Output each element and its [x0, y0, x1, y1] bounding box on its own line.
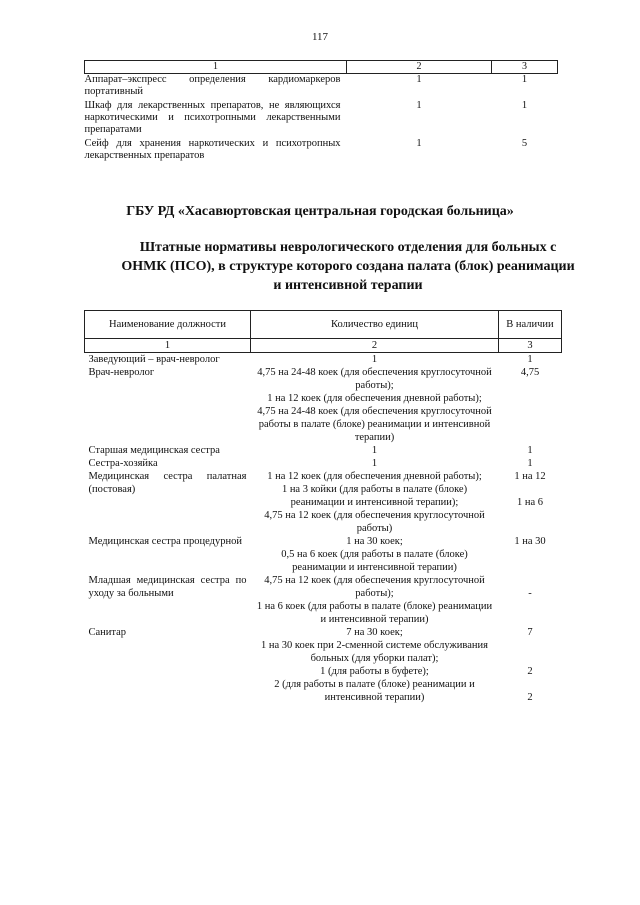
quantity-text: 7 на 30 коек; — [346, 627, 403, 638]
equipment-name: Аппарат–экспресс определения кардиомаркеров портативный — [84, 74, 341, 97]
available-value: 2 — [527, 692, 533, 703]
table-row — [85, 353, 562, 367]
quantity-text: 4,75 на 24-48 коек (для обеспечения круглосуточной работы); — [257, 367, 492, 391]
available-value: 1 — [527, 354, 533, 365]
equipment-col3: 1 — [521, 74, 528, 85]
page-number: 117 — [311, 31, 329, 43]
quantity-text: 1 на 3 койки (для работы в палате (блоке) реанимации и интенсивной терапии); — [281, 484, 468, 508]
header-quantity: Количество единиц — [251, 311, 499, 339]
equipment-header-2: 2 — [347, 61, 492, 74]
header-position: Наименование должности — [85, 311, 251, 339]
available-value: 1 — [527, 458, 533, 469]
equipment-header-1: 1 — [85, 61, 347, 74]
available-value: 1 на 30 — [514, 536, 546, 547]
quantity-text: 0,5 на 6 коек (для работы в палате (блоке) реанимации и интенсивной терапии) — [281, 549, 468, 573]
quantity-text: 1 на 12 коек (для обеспечения дневной работы); — [267, 471, 482, 482]
quantity-text: 4,75 на 24-48 коек (для обеспечения круглосуточной работы в палате (блоке) реанимации и интенсивной терапии) — [257, 406, 492, 443]
quantity-text: 4,75 на 12 коек (для обеспечения круглосуточной работы); — [264, 575, 485, 599]
column-number-2: 2 — [251, 339, 499, 353]
table-row — [85, 574, 562, 626]
table-row — [85, 74, 558, 101]
equipment-name: Шкаф для лекарственных препаратов, не являющихся наркотическими и психотропными лекарственными препаратами — [84, 100, 341, 135]
quantity-text: 1 на 30 коек; — [346, 536, 403, 547]
equipment-col2: 1 — [416, 74, 422, 85]
column-number-3: 3 — [499, 339, 562, 353]
table-row — [85, 626, 562, 704]
position-name: Медицинская сестра палатная (постовая) — [88, 471, 247, 495]
position-name: Медицинская сестра процедурной — [88, 536, 242, 547]
quantity-text: 2 (для работы в палате (блоке) реанимации и интенсивной терапии) — [274, 679, 475, 703]
position-name: Санитар — [88, 627, 127, 638]
staff-table — [84, 310, 562, 704]
quantity-text: 1 — [371, 458, 378, 469]
equipment-col2: 1 — [416, 100, 422, 111]
quantity-text: 1 на 30 коек при 2-сменной системе обслуживания больных (для уборки палат); — [261, 640, 488, 664]
quantity-text: 1 — [371, 445, 378, 456]
equipment-col3: 1 — [521, 100, 528, 111]
quantity-text: 1 на 6 коек (для работы в палате (блоке) реанимации и интенсивной терапии) — [256, 601, 493, 625]
table-row — [85, 457, 562, 470]
position-name: Младшая медицинская сестра по уходу за больными — [88, 575, 247, 599]
table-row — [85, 470, 562, 535]
quantity-text: 4,75 на 12 коек (для обеспечения круглосуточной работы) — [264, 510, 485, 534]
organization-title: ГБУ РД «Хасавюртовская центральная городская больница» — [126, 204, 514, 219]
table-row — [85, 535, 562, 574]
quantity-text: 1 (для работы в буфете); — [320, 666, 429, 677]
equipment-col3: 5 — [521, 138, 528, 149]
header-available: В наличии — [499, 311, 562, 339]
available-value: 2 — [527, 666, 533, 677]
available-value: 7 — [527, 627, 533, 638]
position-name: Старшая медицинская сестра — [88, 445, 220, 456]
position-name: Сестра-хозяйка — [88, 458, 158, 469]
equipment-table — [84, 60, 558, 164]
equipment-name: Сейф для хранения наркотических и психотропных лекарственных препаратов — [84, 138, 341, 161]
available-value: - — [528, 588, 532, 599]
table-row — [85, 444, 562, 457]
available-value: 1 на 6 — [516, 497, 544, 508]
column-number-1: 1 — [85, 339, 251, 353]
equipment-col2: 1 — [416, 138, 422, 149]
position-name: Заведующий – врач-невролог — [88, 354, 220, 365]
available-value: 1 на 12 — [514, 471, 546, 482]
table-row — [85, 100, 558, 138]
table-row — [85, 138, 558, 164]
table-row — [85, 366, 562, 444]
available-value: 4,75 — [520, 367, 540, 378]
quantity-text: 1 на 12 коек (для обеспечения дневной работы); — [267, 393, 482, 404]
equipment-header-3: 3 — [492, 61, 558, 74]
available-value: 1 — [527, 445, 533, 456]
position-name: Врач-невролог — [88, 367, 155, 378]
quantity-text: 1 — [371, 354, 378, 365]
document-heading: Штатные нормативы неврологического отделения для больных с ОНМК (ПСО), в структуре которого создана палата (блок) реанимации и интенсивной терапии — [121, 240, 575, 293]
